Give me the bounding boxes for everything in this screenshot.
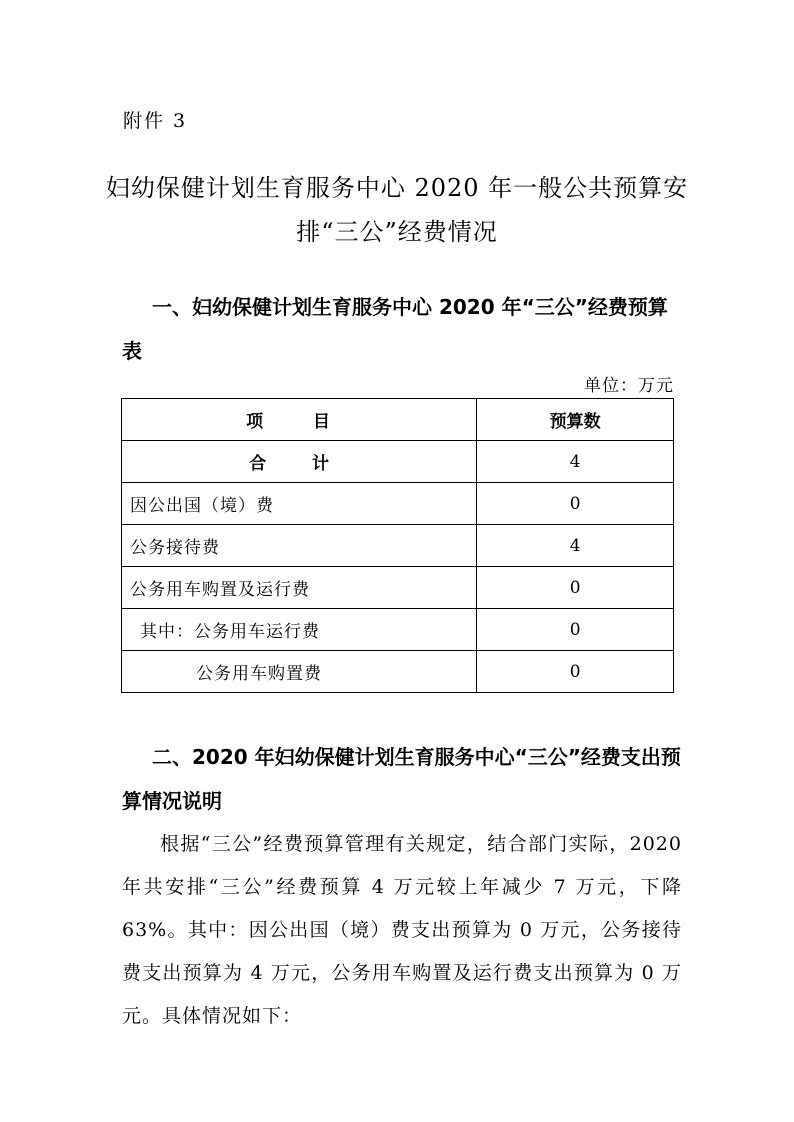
row-label: 其中：公务用车运行费 [122,609,477,651]
table-row [122,609,674,651]
table-row-total [122,441,674,483]
section-2-heading: 二、2020 年妇幼保健计划生育服务中心“三公”经费支出预算情况说明 [122,745,681,813]
row-value: 0 [477,609,674,651]
document-title-line-1: 妇幼保健计划生育服务中心 2020 年一般公共预算安 [105,174,689,202]
row-label: 公务用车购置及运行费 [122,567,477,609]
row-label: 合 计 [122,441,477,483]
header-item: 项 目 [122,399,477,441]
row-value: 4 [477,441,674,483]
row-value: 0 [477,483,674,525]
table-row [122,567,674,609]
budget-table [121,398,674,693]
row-value: 0 [477,651,674,693]
unit-label: 单位：万元 [584,376,674,396]
document-title-line-2: 排“三公”经费情况 [296,218,498,246]
row-label: 公务接待费 [122,525,477,567]
header-budget: 预算数 [477,399,674,441]
table-header-row [122,399,674,441]
table-row [122,525,674,567]
row-value: 0 [477,567,674,609]
row-label: 因公出国（境）费 [122,483,477,525]
section-1-heading: 一、妇幼保健计划生育服务中心 2020 年“三公”经费预算表 [122,295,668,363]
table-row [122,483,674,525]
table-row [122,651,674,693]
row-value: 4 [477,525,674,567]
section-2-body: 根据“三公”经费预算管理有关规定，结合部门实际，2020 年共安排“三公”经费预算 4 万元较上年减少 7 万元，下降 63%。其中：因公出国（境）费支出预算为 0 万元，公务接待费支出预算为 4 万元，公务用车购置及运行费支出预算为 0 万元。具体情况如下： [122,833,682,1027]
row-label: 公务用车购置费 [122,651,477,693]
attachment-label: 附件 3 [123,110,188,132]
